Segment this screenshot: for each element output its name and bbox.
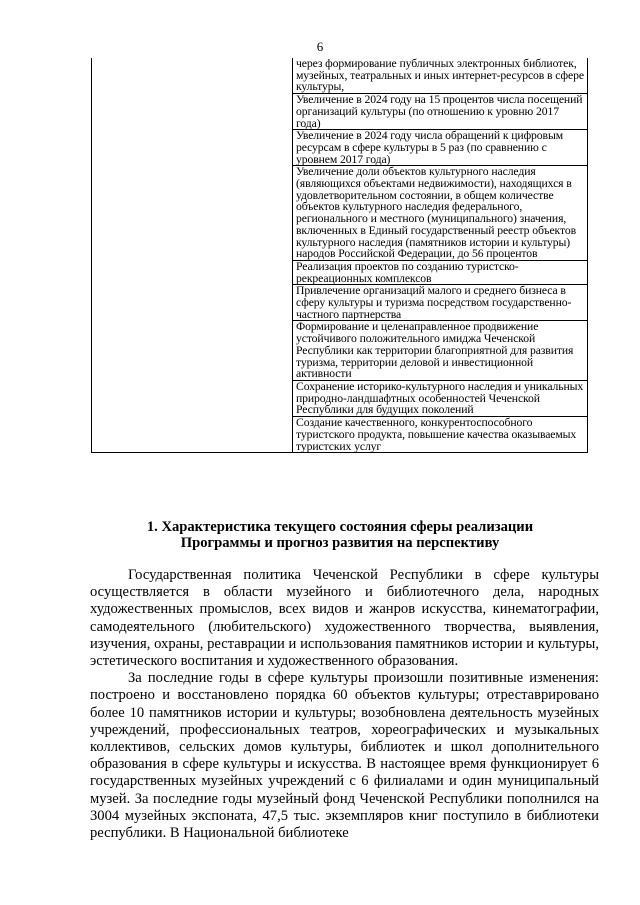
- table-empty-cell: [92, 58, 293, 453]
- paragraph: За последние годы в сфере культуры произошли позитивные изменения: построено и восстановлено порядка 60 объектов культуры; отреставрировано более 10 памятников истории и культуры; возобновлена деятельность музейных учреждений, профессиональных театров, хореографических и музыкальных коллективов, сельских домов культуры, библиотек и школ дополнительного образования в сфере культуры и искусства. В настоящее время функционирует 6 государственных музейных учреждений с 6 филиалами и один муниципальный музей. За последние годы музейный фонд Чеченской Республики пополнился на 3004 музейных экспоната, 47,5 тыс. экземпляров книг поступило в библиотеки республики. В Национальной библиотеке: [90, 670, 599, 842]
- table-cell: Привлечение организаций малого и среднего бизнеса в сферу культуры и туризма посредством государственно-частного партнерства: [293, 285, 588, 321]
- table-cell: Увеличение в 2024 году на 15 процентов числа посещений организаций культуры (по отношению к уровню 2017 года): [293, 94, 588, 130]
- section-heading-line: 1. Характеристика текущего состояния сферы реализации: [146, 519, 534, 535]
- table-cell: через формирование публичных электронных библиотек, музейных, театральных и иных интернет-ресурсов в сфере культуры,: [293, 58, 588, 94]
- table-cell: Увеличение в 2024 году числа обращений к цифровым ресурсам в сфере культуры в 5 раз (по сравнению с уровнем 2017 года): [293, 130, 588, 166]
- table-cell: Сохранение историко-культурного наследия и уникальных природно-ландшафтных особенностей Чеченской Республики для будущих поколений: [293, 380, 588, 416]
- goals-table: [91, 58, 588, 453]
- paragraph: Государственная политика Чеченской Республики в сфере культуры осуществляется в области музейного и библиотечного дела, народных художественных промыслов, всех видов и жанров искусства, кинематографии, самодеятельного (любительского) художественного творчества, выявления, изучения, охраны, реставрации и использования памятников истории и культуры, эстетического воспитания и художественного образования.: [90, 567, 599, 670]
- section-heading-line: Программы и прогноз развития на перспективу: [180, 535, 500, 551]
- table-row: [92, 58, 588, 94]
- table-cell: Формирование и целенаправленное продвижение устойчивого положительного имиджа Чеченской Республики как территории благоприятной для развития туризма, территории деловой и инвестиционной активности: [293, 321, 588, 381]
- table-cell: Создание качественного, конкурентоспособного туристского продукта, повышение качества оказываемых туристских услуг: [293, 417, 588, 453]
- table-cell: Реализация проектов по созданию туристско-рекреационных комплексов: [293, 260, 588, 284]
- page-number: 6: [316, 39, 324, 54]
- table-cell: Увеличение доли объектов культурного наследия (являющихся объектами недвижимости), находящихся в удовлетворительном состоянии, в общем количестве объектов культурного наследия федерального, регионального и местного (муниципального) значения, включенных в Единый государственный реестр объектов культурного наследия (памятников истории и культуры) народов Российской Федерации, до 56 процентов: [293, 166, 588, 261]
- section-heading: [98, 519, 582, 551]
- body-text: [90, 567, 599, 842]
